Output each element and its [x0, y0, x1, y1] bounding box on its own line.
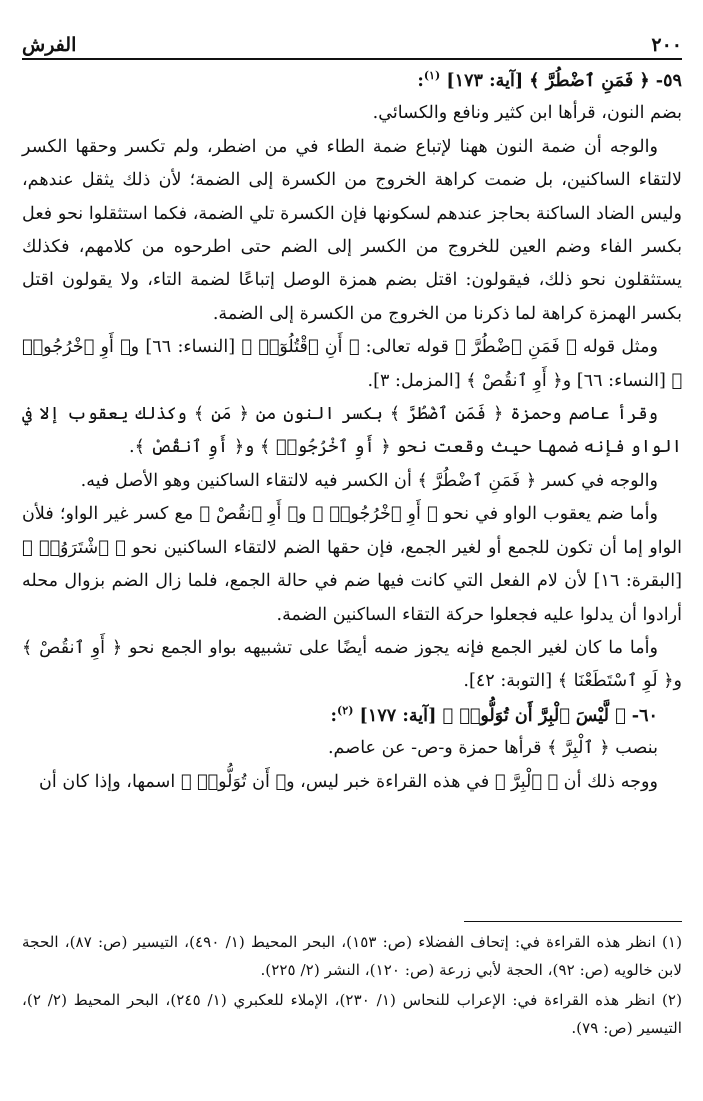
- paragraph: بنصب ﴿ ٱلْبِرَّ ﴾ قرأها حمزة و-ص- عن عاصم.: [327, 738, 658, 759]
- paragraph: والوجه في كسر ﴿ فَمَنِ ٱضْطُرَّ ﴾ أن الكسر فيه لالتقاء الساكنين وهو الأصل فيه.: [80, 470, 658, 491]
- footnote-1: (١) انظر هذه القراءة في: إتحاف الفضلاء (ص: ١٥٣)، البحر المحيط (١/ ٤٩٠)، التيسير (ص: ٨٧)، الحجة لابن خالويه (ص: ٩٢)، الحجة لأبي زرعة (ص: ١٢٠)، النشر (٢/ ٢٢٥).: [22, 933, 682, 979]
- paragraph: ومثل قوله ﴿ فَمَنِ ٱضْطُرَّ ﴾ قوله تعالى: ﴿ أَنِ ٱقْتُلُوٓا۟ ﴾ [النساء: ٦٦] و﴿ أَوِ ٱخْرُجُوا۟ ﴾ [النساء: ٦٦] و﴿ أَوِ ٱنقُصْ ﴾ [المزمل: ٣].: [22, 337, 682, 391]
- footnote-ref-2: (٢): [337, 703, 354, 717]
- footnote-2: (٢) انظر هذه القراءة في: الإعراب للنحاس (١/ ٢٣٠)، الإملاء للعكبري (١/ ٢٤٥)، البحر المحيط (٢/ ٢)، التيسير (ص: ٧٩).: [22, 991, 683, 1037]
- paragraph: وأما ما كان لغير الجمع فإنه يجوز ضمه أيضًا على تشبيهه بواو الجمع نحو ﴿ أَوِ ٱنقُصْ ﴾ و﴿ لَوِ ٱسْتَطَعْنَا ﴾ [التوبة: ٤٢].: [22, 637, 682, 692]
- paragraph: ووجه ذلك أن ﴿ ٱلْبِرَّ ﴾ في هذه القراءة خبر ليس، و﴿ أَن تُوَلُّوا۟ ﴾ اسمها، وإذا كان أن: [38, 771, 658, 792]
- footnote-rule: [464, 921, 682, 922]
- running-header: [22, 28, 682, 56]
- main-text: [22, 64, 682, 799]
- section-title: الفرش: [22, 34, 77, 56]
- paragraph: بضم النون، قرأها ابن كثير ونافع والكسائي.: [372, 103, 682, 124]
- entry-heading-59: ٥٩- ﴿ فَمَنِ ٱضْطُرَّ ﴾ [آية: ١٧٣] $^{(١)}$:: [417, 69, 682, 91]
- page-number: ٢٠٠: [651, 34, 682, 56]
- footnotes: [22, 928, 682, 1044]
- paragraph: وقرأ عاصم وحمزة ﴿ فَمَنِ ٱضْطُرَّ ﴾ بكسر النون من ﴿ مَنِ ﴾ وكذلك يعقوب إلا في الواو فإنه ضمها حيث وقعت نحو ﴿ أَوِ ٱخْرُجُوا۟ ﴾ و﴿ أَوِ ٱنقُصْ ﴾.: [22, 404, 682, 458]
- paragraph: وأما ضم يعقوب الواو في نحو ﴿ أَوِ ٱخْرُجُوا۟ ﴾ و﴿ أَوِ ٱنقُصْ ﴾ مع كسر غير الواو؛ فلأن الواو إما أن تكون للجمع أو لغير الجمع، فإن حقها الضم لالتقاء الساكنين نحو ﴿ ٱشْتَرَوُا۟ ﴾ [البقرة: ١٦] لأن لام الفعل التي كانت فيها ضم في حالة الجمع، فلما زال الضم بزوال محله أرادوا أن يدلوا عليه فجعلوا حركة التقاء الساكنين الضمة.: [22, 504, 682, 625]
- footnote-ref-1: (١): [423, 69, 441, 83]
- header-rule: [22, 58, 682, 60]
- paragraph: والوجه أن ضمة النون ههنا لإتباع ضمة الطاء في من اضطر، ولم تكسر وحقها الكسر لالتقاء الساكنين، بل ضمت كراهة الخروج من الكسرة إلى الضمة؛ لأن ذلك يثقل عندهم، وليس الضاد الساكنة بحاجز عندهم لسكونها فإن الكسرة تلي الضمة، فكما استثقلوا نحو فعل بكسر الفاء وضم العين للخروج من الكسر إلى الضم حتى اطرحوه من كلامهم، فكذلك يستثقلون نحو ذلك، فيقولون: اقتل بضم همزة الوصل إتباعًا لضمة التاء، ولا يقولون اقتل بكسر الهمزة كراهة لما ذكرنا من الخروج من الكسرة إلى الضمة.: [22, 136, 682, 324]
- book-page: [22, 0, 682, 1101]
- entry-heading-60: ٦٠- ﴿ لَّيْسَ ٱلْبِرَّ أَن تُوَلُّوا۟ ﴾ [آية: ١٧٧] $^{(٢)}$:: [330, 703, 658, 726]
